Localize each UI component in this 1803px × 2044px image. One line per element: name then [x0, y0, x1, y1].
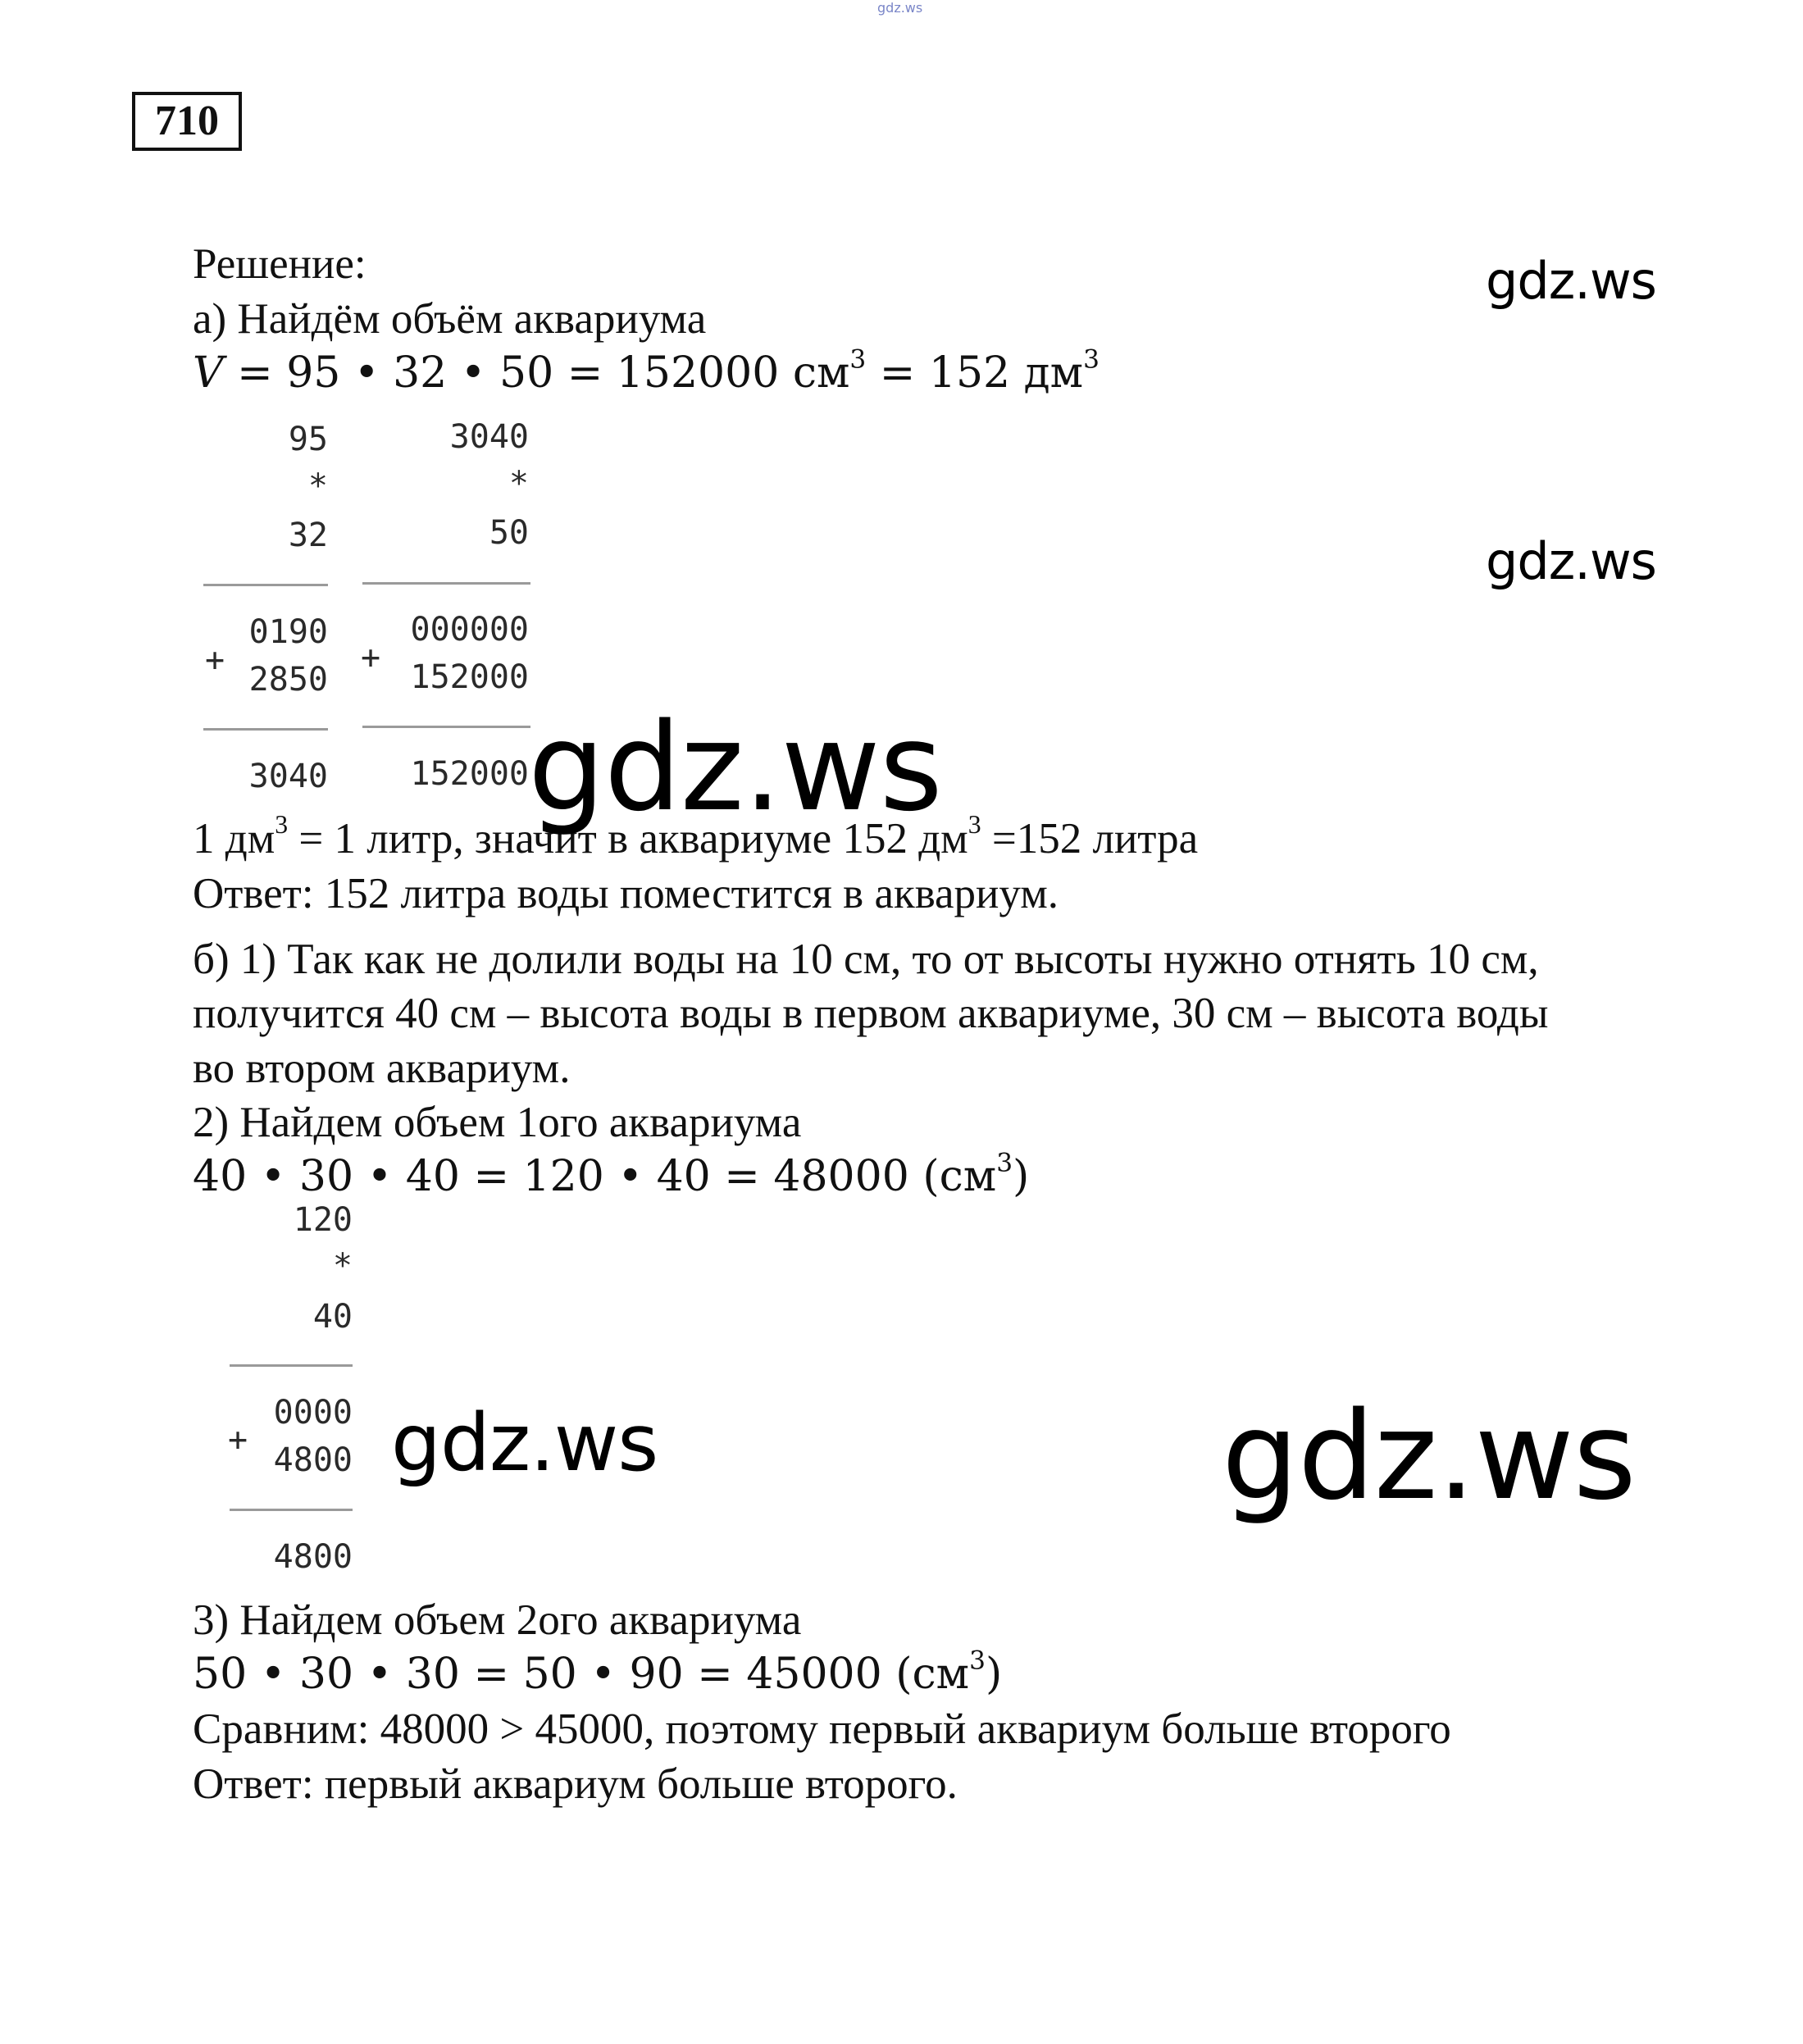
calc1-plus: + [205, 641, 225, 679]
calc1-multiplicand: 95 [288, 421, 328, 458]
volume-exponent-1: 3 [849, 344, 867, 375]
watermark-2: gdz.ws [1486, 531, 1656, 591]
formula-3-exp: 3 [969, 1646, 986, 1676]
calc3-multiplicand: 120 [293, 1201, 353, 1239]
volume-exponent-2: 3 [1083, 344, 1100, 375]
part-b-1-line-3: во втором аквариум. [193, 1045, 571, 1092]
calc2-multiplier: 50 [489, 514, 529, 552]
calc3-rule-1 [230, 1364, 353, 1367]
part-a-heading: а) Найдём объём аквариума [193, 295, 707, 343]
calc1-partial-1: 0190 [248, 613, 328, 651]
calc3-partial-2: 4800 [273, 1441, 353, 1479]
formula-3-expr: 50 • 30 • 30 = 50 • 90 = 45000 (см [193, 1650, 970, 1699]
calc2-partial-1: 000000 [410, 611, 529, 649]
calc1-rule-1 [203, 584, 328, 586]
calc3-result: 4800 [273, 1538, 353, 1576]
calc3-partial-1: 0000 [273, 1394, 353, 1432]
calc3-plus: + [228, 1421, 248, 1459]
volume-expression: = 95 • 32 • 50 = 152000 см [237, 348, 850, 398]
liter-line-c: =152 литра [981, 815, 1199, 863]
part-b-3-heading: 3) Найдем объем 2ого аквариума [193, 1596, 802, 1644]
volume-conversion: = 152 дм [866, 348, 1084, 398]
formula-3 [193, 1647, 1002, 1701]
answer-b: Ответ: первый аквариум больше второго. [193, 1760, 958, 1808]
watermark-4: gdz.ws [391, 1397, 658, 1489]
comparison-line: Сравним: 48000 > 45000, поэтому первый аквариум больше второго [193, 1705, 1451, 1753]
answer-a: Ответ: 152 литра воды поместится в аквариум. [193, 870, 1059, 917]
top-watermark: gdz.ws [877, 0, 923, 16]
part-b-1-line-2: получится 40 см – высота воды в первом аквариуме, 30 см – высота воды [193, 990, 1549, 1037]
solution-label: Решение: [193, 240, 367, 288]
task-number: 710 [132, 92, 242, 151]
calc3-multiplier: 40 [312, 1298, 353, 1336]
liter-line-b: = 1 литр, значит в аквариуме 152 дм [288, 815, 968, 863]
part-b-1-line-1: б) 1) Так как не долили воды на 10 см, то от высоты нужно отнять 10 см, [193, 936, 1539, 983]
liter-exp-2: 3 [968, 810, 981, 840]
calc2-rule-1 [362, 582, 530, 585]
calc1-partial-2: 2850 [248, 661, 328, 699]
formula-2-close: ) [1013, 1152, 1030, 1201]
formula-2-expr: 40 • 30 • 40 = 120 • 40 = 48000 (см [193, 1152, 997, 1201]
calc2-multiplicand: 3040 [449, 418, 529, 456]
volume-formula [193, 346, 1100, 400]
calc2-result: 152000 [410, 755, 529, 793]
calc3-rule-2 [230, 1509, 353, 1511]
formula-2-exp: 3 [996, 1148, 1013, 1178]
calc2-rule-2 [362, 726, 530, 728]
calc2-plus: + [361, 639, 381, 676]
liter-line-a: 1 дм [193, 815, 275, 863]
watermark-3: gdz.ws [528, 697, 942, 838]
calc1-rule-2 [203, 728, 328, 731]
calc3-operator: * [332, 1247, 353, 1285]
calc2-partial-2: 152000 [410, 658, 529, 696]
calc2-operator: * [508, 465, 529, 503]
watermark-5: gdz.ws [1222, 1386, 1636, 1527]
part-b-2-heading: 2) Найдем объем 1ого аквариума [193, 1099, 802, 1146]
calc1-result: 3040 [248, 758, 328, 795]
calc1-multiplier: 32 [288, 517, 328, 554]
volume-symbol: V [193, 348, 224, 398]
liter-exp-1: 3 [275, 810, 289, 840]
formula-3-close: ) [985, 1650, 1003, 1699]
calc1-operator: * [307, 467, 328, 505]
watermark-1: gdz.ws [1486, 251, 1656, 311]
formula-2 [193, 1149, 1029, 1204]
